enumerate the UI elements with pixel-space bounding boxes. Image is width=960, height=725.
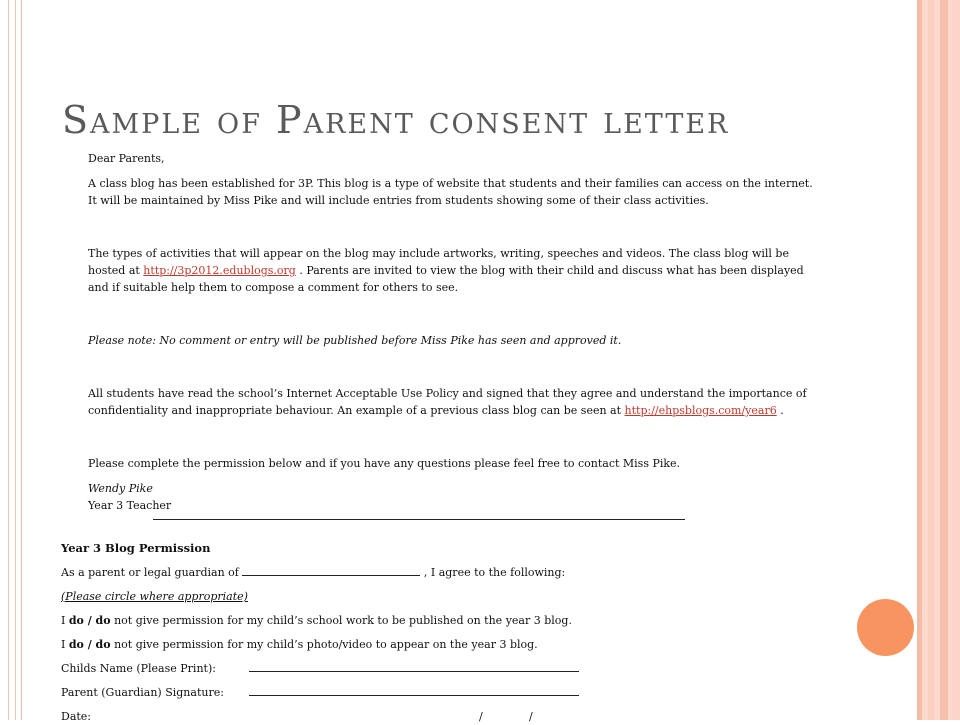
paragraph-text: . Parents are invited to view the blog with their child and discuss what has been displayed and if suitable help them to compose a comment for others to see. [88,264,804,294]
do-do-choice[interactable]: do / do [68,614,111,627]
previous-blog-link[interactable]: http://ehpsblogs.com/year6 [624,404,777,417]
circle-instruction: (Please circle where appropriate) [61,590,248,603]
slide-title: Sample of Parent consent letter [62,98,730,142]
approval-note: Please note: No comment or entry will be published before Miss Pike has seen and approved it. [88,334,622,347]
paragraph-text: The types of activities that will appear on the blog may include artworks, writing, speeches and videos. The class blog will be hosted at [88,247,789,277]
permission-form [61,540,841,725]
permission-schoolwork [61,612,841,629]
signature-field[interactable] [249,684,579,696]
permission-text: I [61,614,69,627]
letter-greeting: Dear Parents, [88,152,165,165]
left-frame-line [15,0,16,720]
date-separator: / [529,710,533,723]
paragraph-text: . [776,404,784,417]
left-frame-line [8,0,9,720]
stripe [918,0,922,720]
permission-photo [61,636,841,653]
do-do-choice[interactable]: do / do [68,638,111,651]
decorative-circle [857,599,914,656]
letter-body [88,150,824,514]
class-blog-link[interactable]: http://3p2012.edublogs.org [143,264,296,277]
permission-text: not give permission for my child’s photo/video to appear on the year 3 blog. [110,638,538,651]
stripe [952,0,960,720]
separator-line [153,519,685,521]
signature-row [61,684,841,701]
signature-role: Year 3 Teacher [88,499,172,512]
guardian-line [61,564,841,581]
right-frame-stripes [918,0,960,720]
date-label: Date: [61,710,92,723]
guardian-text: As a parent or legal guardian of [61,566,243,579]
letter-paragraph: A class blog has been established for 3P. This blog is a type of website that students and their families can access on the internet. It will be maintained by Miss Pike and will include entries from students showing some of their class activities. [88,177,813,207]
letter-paragraph [88,245,824,296]
child-name-row [61,660,841,677]
date-row [61,708,841,725]
letter-paragraph: Please complete the permission below and if you have any questions please feel free to contact Miss Pike. [88,457,681,470]
stripe [928,0,934,720]
date-separator: / [479,710,483,723]
stripe [940,0,948,720]
permission-text: I [61,638,69,651]
child-name-label: Childs Name (Please Print): [61,662,216,675]
permission-text: not give permission for my child’s school work to be published on the year 3 blog. [110,614,572,627]
letter-paragraph [88,385,824,419]
child-name-field[interactable] [249,660,579,672]
paragraph-text: All students have read the school’s Internet Acceptable Use Policy and signed that they agree and understand the importance of confidentiality and inappropriate behaviour. An example of a previous class blog can be seen at [88,387,807,417]
guardian-child-blank[interactable] [242,564,420,576]
left-frame-border [0,0,22,720]
signature-label: Parent (Guardian) Signature: [61,686,224,699]
guardian-text: , I agree to the following: [420,566,566,579]
signature-name: Wendy Pike [88,482,153,495]
permission-heading: Year 3 Blog Permission [61,541,211,555]
